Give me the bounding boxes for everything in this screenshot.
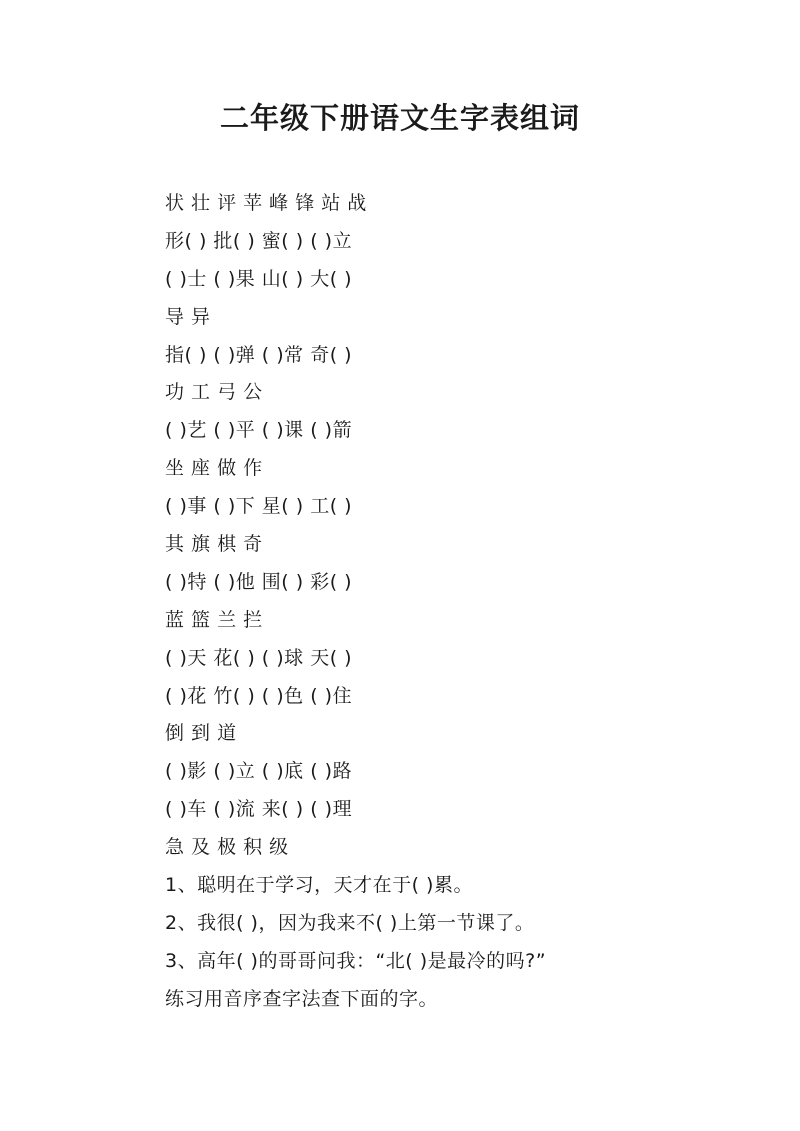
character-group-line: 倒 到 道 — [165, 722, 237, 745]
character-group-line: 蓝 篮 兰 拦 — [165, 608, 263, 631]
word-exercise-line: ( )影 ( )立 ( )底 ( )路 — [165, 760, 353, 783]
document-title: 二年级下册语文生字表组词 — [219, 101, 580, 135]
word-exercise-line: ( )士 ( )果 山( ) 大( ) — [165, 267, 353, 290]
sentence-exercise-line: 2、我很( )，因为我来不( )上第一节课了。 — [165, 911, 535, 934]
word-exercise-line: ( )花 竹( ) ( )色 ( )住 — [165, 684, 353, 707]
word-exercise-line: ( )车 ( )流 来( ) ( )理 — [165, 798, 353, 821]
word-exercise-line: 指( ) ( )弹 ( )常 奇( ) — [165, 343, 353, 366]
word-exercise-line: ( )特 ( )他 围( ) 彩( ) — [165, 570, 353, 593]
character-group-line: 状 壮 评 苹 峰 锋 站 战 — [165, 192, 367, 214]
sentence-exercise-line: 3、高年( )的哥哥问我：“北( )是最冷的吗?” — [165, 949, 547, 972]
sentence-exercise-line: 1、聪明在于学习，天才在于( )累。 — [165, 874, 473, 897]
word-exercise-line: 形( ) 批( ) 蜜( ) ( )立 — [165, 229, 353, 252]
word-exercise-line: ( )事 ( )下 星( ) 工( ) — [165, 495, 353, 518]
instruction-line: 练习用音序查字法查下面的字。 — [165, 987, 439, 1010]
character-group-line: 导 异 — [165, 305, 211, 328]
word-exercise-line: ( )艺 ( )平 ( )课 ( )箭 — [165, 419, 353, 442]
word-exercise-line: ( )天 花( ) ( )球 天( ) — [165, 646, 353, 669]
document-body — [165, 185, 765, 1019]
character-group-line: 坐 座 做 作 — [165, 457, 263, 480]
character-group-line: 功 工 弓 公 — [165, 381, 263, 404]
character-group-line: 其 旗 棋 奇 — [165, 533, 263, 556]
character-group-line: 急 及 极 积 级 — [165, 836, 289, 859]
